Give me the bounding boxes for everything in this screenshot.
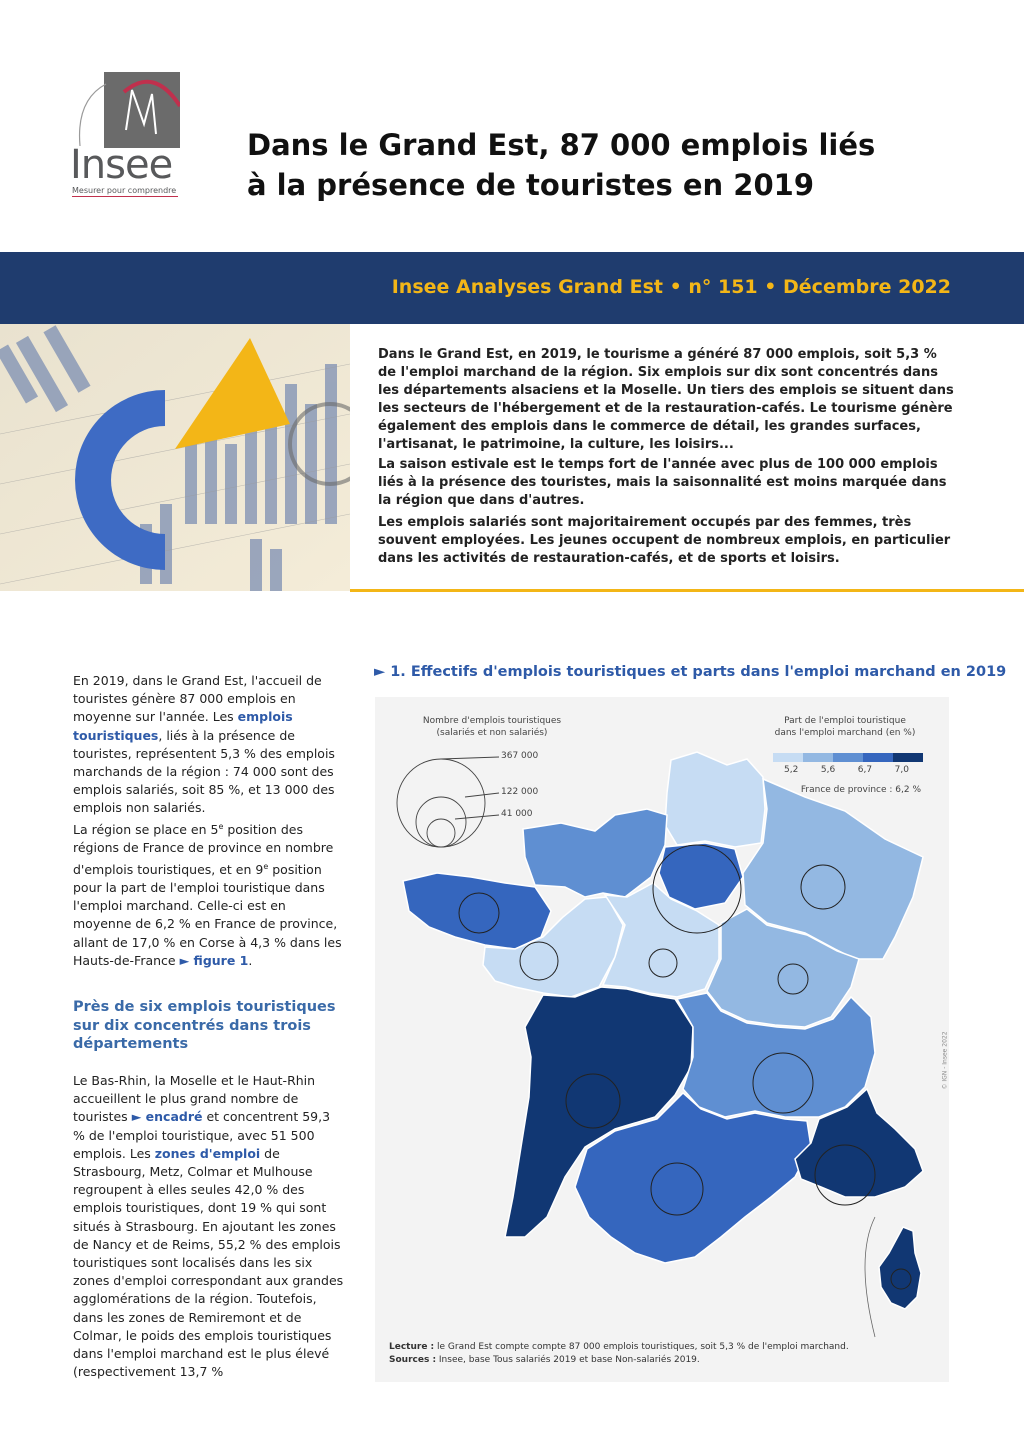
- publication-reference: Insee Analyses Grand Est • n° 151 • Décembre 2022: [391, 276, 951, 298]
- link-emplois-touristiques[interactable]: emplois touristiques: [73, 709, 293, 743]
- legend-threshold: 5,6: [820, 765, 836, 775]
- summary-paragraph-3: Les emplois salariés sont majoritairement occupés par des femmes, très souvent employées. Les jeunes occupent de nombreux emplois, en particulier dans les activités de restauration-cafés, et de sports et loisirs.: [378, 515, 951, 566]
- legend-share-title: [765, 715, 925, 739]
- lecture-label: Lecture :: [389, 1342, 435, 1352]
- figure-panel: [375, 697, 949, 1382]
- logo-tagline: Mesurer pour comprendre: [72, 186, 177, 195]
- sources-text: Insee, base Tous salariés 2019 et base Non-salariés 2019.: [436, 1355, 700, 1365]
- text-run: En 2019, dans le Grand Est, l'accueil de touristes génère 87 000 emplois en moyenne sur l'année. Les: [73, 673, 322, 725]
- legend-threshold: 6,7: [857, 765, 873, 775]
- sources-label: Sources :: [389, 1355, 437, 1365]
- lecture-text: le Grand Est compte compte 87 000 emplois touristiques, soit 5,3 % de l'emploi marchand.: [434, 1342, 849, 1352]
- logo-tagline-rule: [72, 196, 178, 197]
- body-paragraph-2: [73, 818, 345, 970]
- legend-threshold: 5,2: [784, 765, 799, 775]
- summary-underline: [350, 589, 1024, 592]
- corse-inset-frame: [865, 1217, 875, 1337]
- legend-size-label: 41 000: [501, 809, 533, 819]
- body-paragraph-1: [73, 672, 345, 818]
- legend-color-swatch: [803, 753, 833, 762]
- page-title: [247, 125, 947, 205]
- logo-square: [104, 72, 180, 148]
- link-figure-1[interactable]: ► figure 1: [179, 952, 249, 968]
- link-encadre[interactable]: ► encadré: [131, 1109, 203, 1125]
- text-run: La région se place en 5: [73, 822, 219, 838]
- figure-sources: [389, 1355, 939, 1365]
- france-map: [375, 697, 949, 1382]
- map-credit: © IGN - Insee 2022: [941, 1031, 949, 1090]
- legend-circle-small: [427, 819, 455, 847]
- summary-paragraph-1: Dans le Grand Est, en 2019, le tourisme a généré 87 000 emplois, soit 5,3 % de l'emploi marchand de la région. Six emplois sur dix sont concentrés dans les départements alsaciens et la Moselle. Un tiers des emplois se situent dans les secteurs de l'hébergement et de la restauration-cafés. Le tourisme génère également des emplois dans le commerce de détail, les grandes surfaces, l'artisanat, le patrimoine, la culture, les loisirs...: [378, 347, 954, 452]
- legend-threshold-labels: [784, 765, 909, 775]
- logo-wordmark: Insee: [70, 142, 173, 188]
- region-bretagne: [403, 873, 551, 949]
- insee-logo: [70, 70, 185, 200]
- france-province-average: France de province : 6,2 %: [800, 785, 921, 795]
- legend-size-label: 367 000: [501, 751, 539, 761]
- body-paragraph-3: [73, 1072, 345, 1381]
- legend-color-swatch: [833, 753, 863, 762]
- text-run: .: [248, 952, 253, 968]
- title-line-2: à la présence de touristes en 2019: [247, 168, 815, 202]
- text-run: Le Bas-Rhin, la Moselle et le Haut-Rhin accueillent le plus grand nombre de touristes: [73, 1073, 316, 1125]
- text-run: de Strasbourg, Metz, Colmar et Mulhouse regroupent à elles seules 42,0 % des emplois touristiques, dont 19 % qui sont situés à Strasbourg. En ajoutant les zones de Nancy et de Reims, 55,2 % des emplois touristiques sont localisés dans les six zones d'emploi correspondant aux grandes agglomérations de la région. Toutefois, dans les zones de Remiremont et de Colmar, le poids des emplois touristiques dans l'emploi marchand est le plus élevé (respectivement 13,7 %: [73, 1145, 344, 1380]
- superscript: e: [218, 822, 224, 831]
- superscript: e: [263, 861, 269, 871]
- legend-share-title-line: dans l'emploi marchand (en %): [774, 728, 916, 738]
- text-run: position des régions de France de province en nombre d'emplois touristiques, et en 9: [73, 822, 334, 877]
- region-hauts-de-france: [665, 752, 765, 847]
- region-normandie: [523, 809, 667, 897]
- legend-threshold: 7,0: [894, 765, 909, 775]
- logo-arc: [70, 80, 110, 150]
- title-line-1: Dans le Grand Est, 87 000 emplois liés: [247, 128, 876, 162]
- legend-color-swatch: [863, 753, 893, 762]
- legend-share-title-line: Part de l'emploi touristique: [784, 716, 906, 726]
- legend-color-scale: [773, 753, 923, 762]
- summary-paragraph-2: La saison estivale est le temps fort de l'année avec plus de 100 000 emplois liés à la présence des touristes, mais la saisonnalité est moins marquée dans la région que dans d'autres.: [378, 457, 947, 508]
- legend-size-label: 122 000: [501, 787, 539, 797]
- legend-circle-medium: [416, 797, 466, 847]
- figure-title: ► 1. Effectifs d'emplois touristiques et parts dans l'emploi marchand en 2019: [374, 664, 1007, 680]
- text-run: position pour la part de l'emploi touristique dans l'emploi marchand. Celle-ci est en moyenne de 6,2 % en France de province, allant de 17,0 % en Corse à 4,3 % dans les Hauts-de-France: [73, 861, 342, 968]
- text-run: et concentrent 59,3 % de l'emploi touristique, avec 51 500 emplois. Les: [73, 1109, 331, 1161]
- text-run: , liés à la présence de touristes, représentent 5,3 % des emplois marchands de la région : 74 000 sont des emplois salariés, soit 85 %, et 13 000 des emplois non salariés.: [73, 727, 335, 816]
- figure-lecture: [389, 1342, 939, 1352]
- summary-box: [350, 324, 1024, 591]
- legend-circle-large: [397, 759, 485, 847]
- region-corse: [879, 1227, 921, 1309]
- legend-color-swatch: [893, 753, 923, 762]
- legend-color-swatch: [773, 753, 803, 762]
- legend-size-title-line: (salariés et non salariés): [436, 728, 548, 738]
- hero-illustration: [0, 324, 350, 591]
- section-heading: Près de six emplois touristiques sur dix concentrés dans trois départements: [73, 999, 336, 1052]
- publication-banner: [0, 252, 1024, 324]
- legend-size-title-line: Nombre d'emplois touristiques: [422, 716, 562, 726]
- legend-size-title: [397, 715, 587, 739]
- link-zones-emploi[interactable]: zones d'emploi: [154, 1145, 261, 1161]
